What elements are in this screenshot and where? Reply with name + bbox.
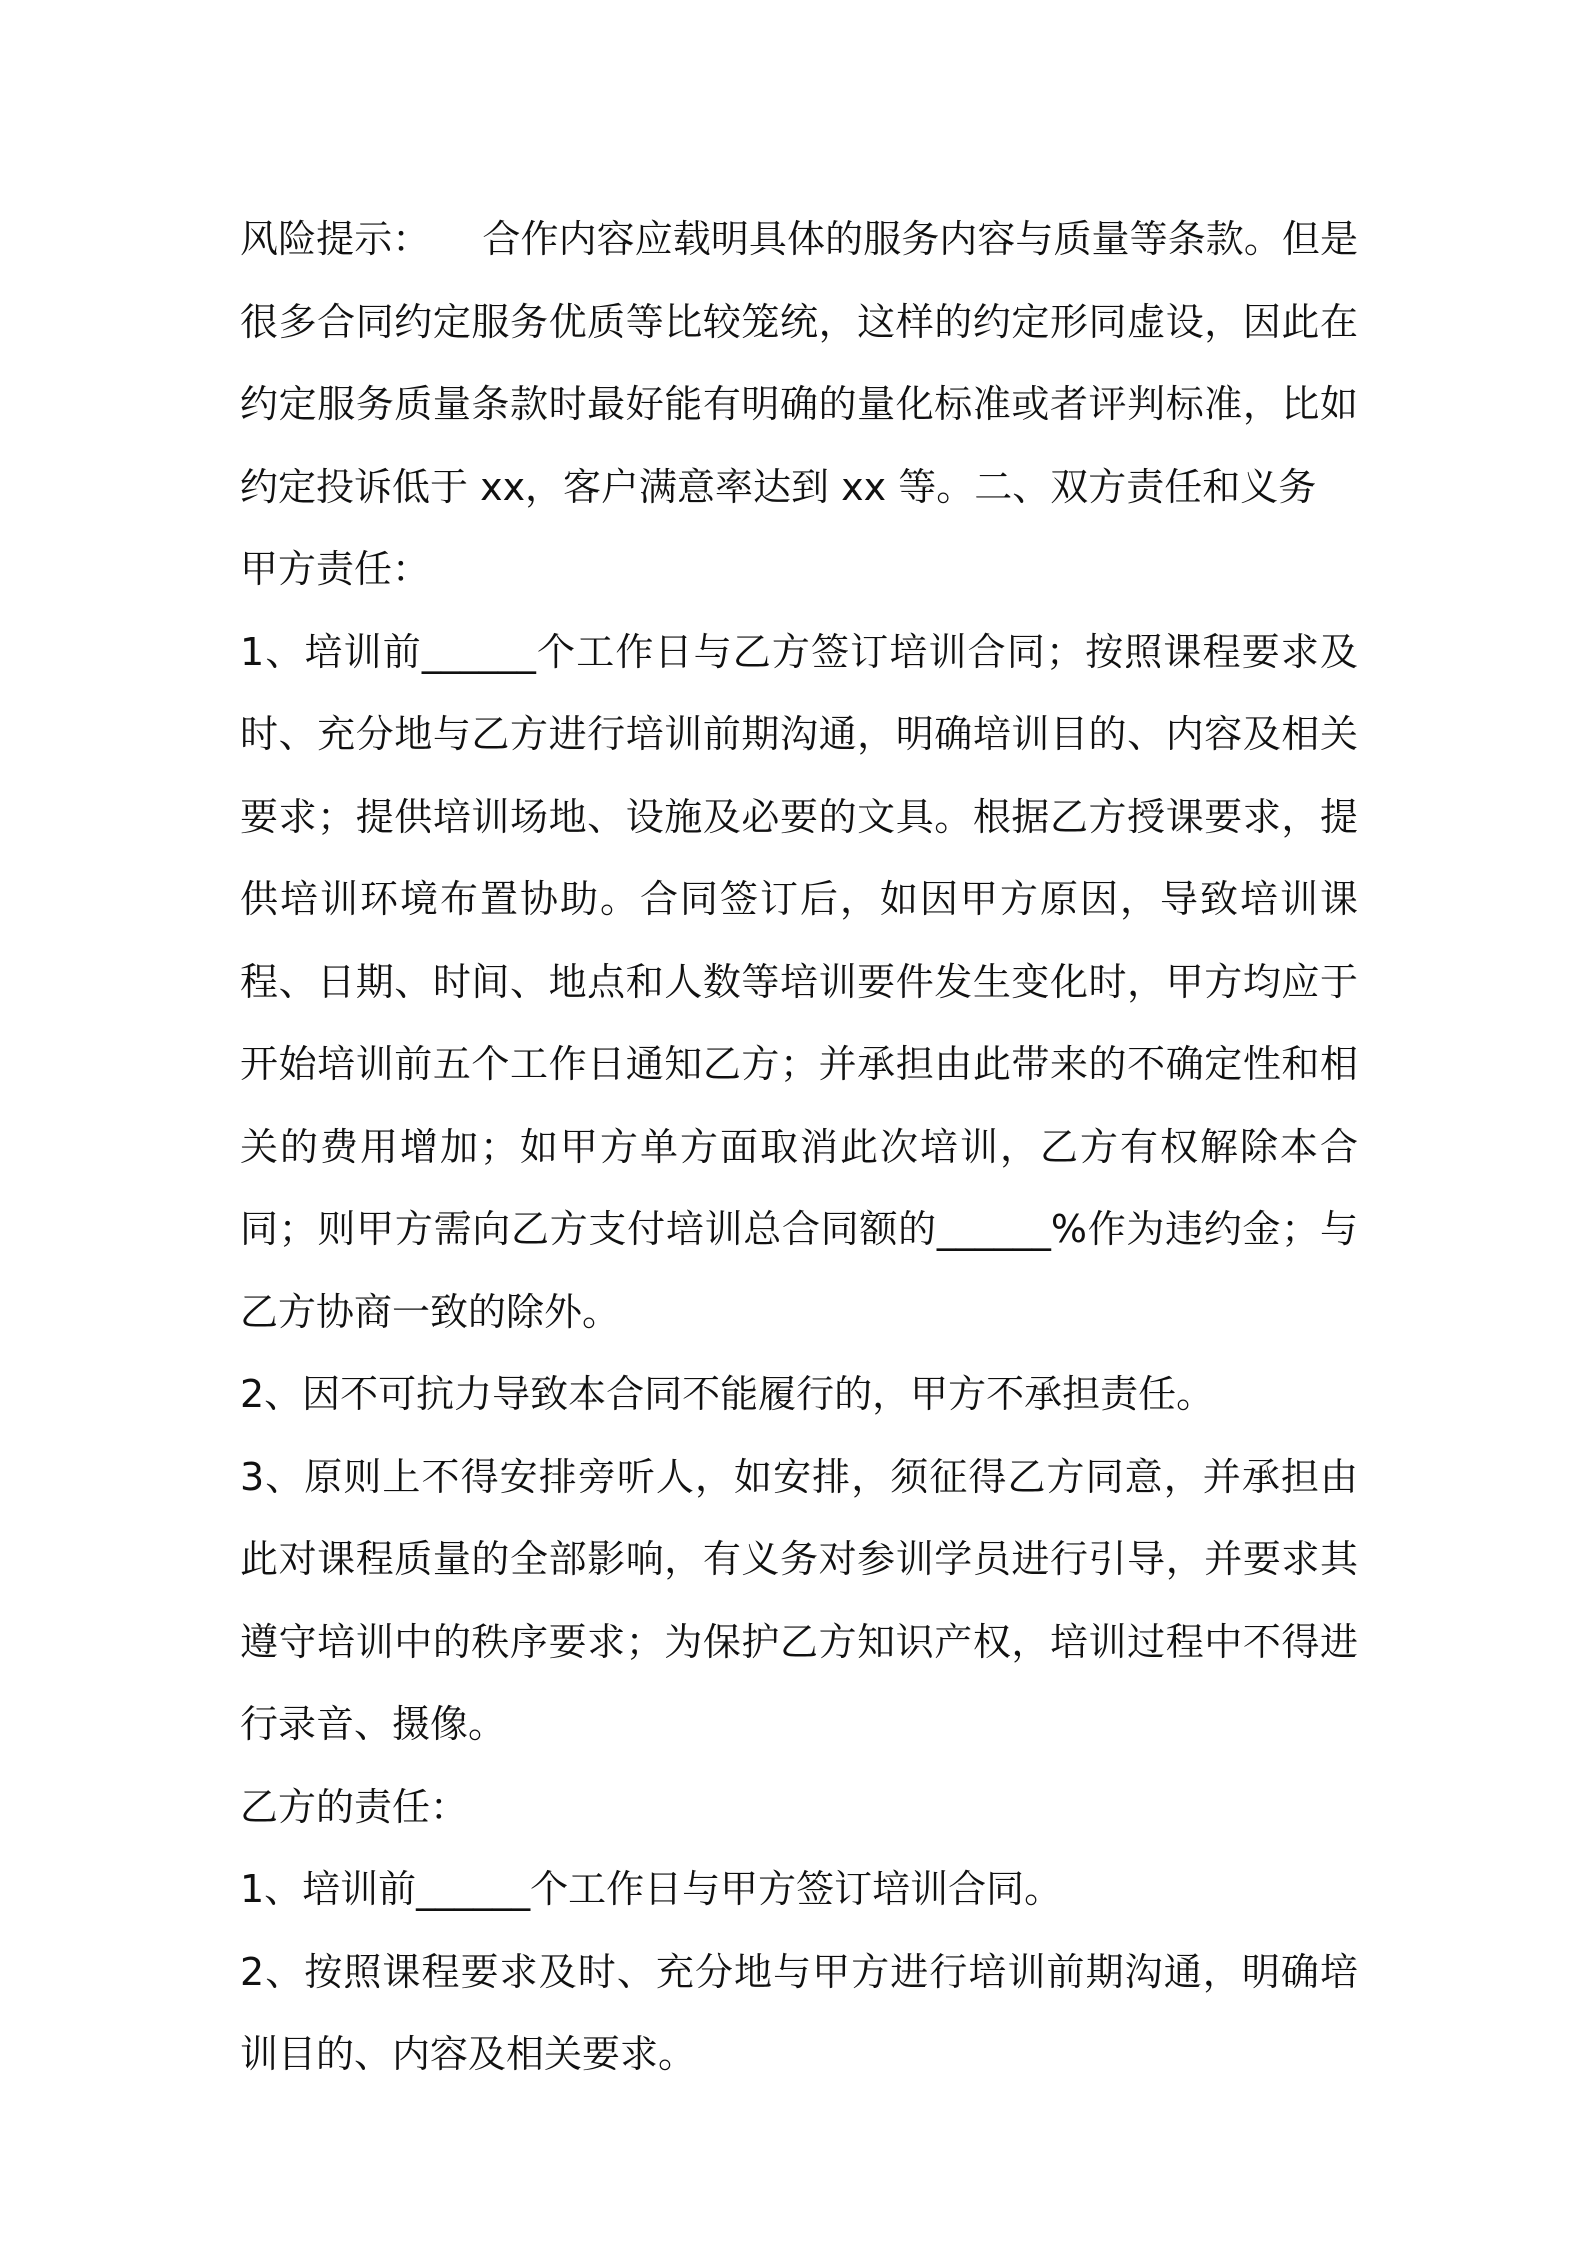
party-b-clause-1: 1、培训前______个工作日与甲方签订培训合同。	[240, 1867, 1063, 1911]
party-a-clause-3: 3、原则上不得安排旁听人，如安排，须征得乙方同意，并承担由此对课程质量的全部影响，有义务对参训学员进行引导，并要求其遵守培训中的秩序要求；为保护乙方知识产权，培训过程中不得进行录音、摄像。	[240, 1454, 1358, 1746]
risk-notice-paragraph	[240, 198, 1358, 528]
risk-notice-label: 风险提示：	[240, 217, 431, 261]
party-b-heading: 乙方的责任：	[240, 1784, 469, 1829]
party-a-clause-2: 2、因不可抗力导致本合同不能履行的，甲方不承担责任。	[240, 1372, 1215, 1416]
risk-notice-text: 合作内容应载明具体的服务内容与质量等条款。但是很多合同约定服务优质等比较笼统，这样的约定形同虚设，因此在约定服务质量条款时最好能有明确的量化标准或者评判标准，比如约定投诉低于 xx，客户满意率达到 xx 等。二、双方责任和义务	[240, 217, 1358, 509]
party-a-heading: 甲方责任：	[240, 547, 431, 591]
party-a-clause-1: 1、培训前______个工作日与乙方签订培训合同；按照课程要求及时、充分地与乙方进行培训前期沟通，明确培训目的、内容及相关要求；提供培训场地、设施及必要的文具。根据乙方授课要求，提供培训环境布置协助。合同签订后，如因甲方原因，导致培训课程、日期、时间、地点和人数等培训要件发生变化时，甲方均应于开始培训前五个工作日通知乙方；并承担由此带来的不确定性和相关的费用增加；如甲方单方面取消此次培训，乙方有权解除本合同；则甲方需向乙方支付培训总合同额的______%作为违约金；与乙方协商一致的除外。	[240, 629, 1358, 1334]
party-b-clause-2: 2、按照课程要求及时、充分地与甲方进行培训前期沟通，明确培训目的、内容及相关要求。	[240, 1949, 1358, 2076]
document-page	[240, 198, 1358, 2096]
